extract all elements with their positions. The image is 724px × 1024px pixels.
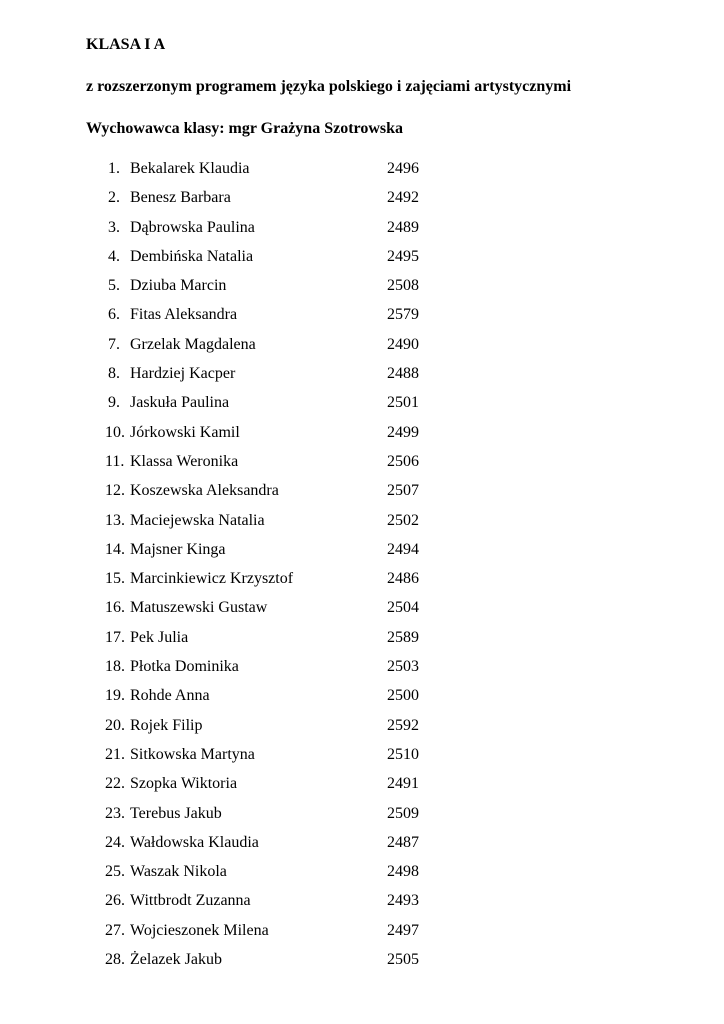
student-name: Maciejewska Natalia — [130, 511, 265, 529]
class-profile: z rozszerzonym programem języka polskiego i zajęciami artystycznymi — [86, 78, 572, 95]
student-code: 2502 — [387, 511, 419, 529]
student-name: Marcinkiewicz Krzysztof — [130, 570, 294, 588]
list-item — [0, 833, 724, 862]
list-item — [0, 540, 724, 569]
class-title: KLASA I A — [86, 36, 166, 53]
student-code: 2498 — [387, 863, 419, 881]
list-item — [0, 921, 724, 950]
student-name: Fitas Aleksandra — [130, 306, 238, 324]
student-code: 2489 — [387, 218, 419, 236]
student-code: 2493 — [387, 892, 419, 910]
student-name: Majsner Kinga — [130, 540, 226, 558]
list-item — [0, 305, 724, 334]
list-item — [0, 862, 724, 891]
list-item — [0, 511, 724, 540]
student-number: 10. — [105, 423, 125, 441]
student-code: 2508 — [387, 277, 419, 295]
student-code: 2497 — [387, 921, 419, 939]
student-name: Benesz Barbara — [130, 189, 231, 207]
student-name: Dembińska Natalia — [130, 247, 254, 265]
student-code: 2509 — [387, 804, 419, 822]
student-number: 21. — [105, 745, 125, 763]
list-item — [0, 716, 724, 745]
student-code: 2499 — [387, 423, 419, 441]
student-number: 25. — [105, 863, 125, 881]
student-number: 12. — [105, 482, 125, 500]
student-number: 15. — [105, 570, 125, 588]
student-number: 1. — [108, 160, 120, 177]
student-number: 16. — [105, 599, 125, 617]
student-number: 8. — [108, 365, 120, 383]
student-code: 2592 — [387, 716, 419, 734]
student-number: 28. — [105, 951, 125, 969]
list-item — [0, 188, 724, 217]
student-code: 2579 — [387, 306, 419, 324]
student-name: Wojcieszonek Milena — [130, 921, 269, 939]
student-number: 5. — [108, 277, 120, 295]
student-number: 13. — [105, 511, 125, 529]
list-item — [0, 423, 724, 452]
list-item — [0, 950, 724, 979]
student-number: 27. — [105, 921, 125, 939]
student-list — [0, 159, 724, 979]
student-number: 14. — [105, 540, 125, 558]
list-item — [0, 393, 724, 422]
student-name: Rohde Anna — [130, 687, 210, 705]
student-code: 2504 — [387, 599, 419, 617]
student-number: 19. — [105, 687, 125, 705]
list-item — [0, 364, 724, 393]
student-name: Wittbrodt Zuzanna — [130, 892, 251, 910]
student-code: 2507 — [387, 482, 419, 500]
student-name: Żelazek Jakub — [130, 951, 222, 969]
list-item — [0, 247, 724, 276]
student-number: 22. — [105, 775, 125, 793]
list-item — [0, 745, 724, 774]
student-name: Jórkowski Kamil — [130, 423, 240, 441]
student-code: 2501 — [387, 394, 419, 412]
student-number: 2. — [108, 189, 120, 207]
student-number: 20. — [105, 716, 125, 734]
student-name: Bekalarek Klaudia — [130, 160, 250, 177]
student-name: Waszak Nikola — [130, 863, 227, 881]
list-item — [0, 891, 724, 920]
student-code: 2486 — [387, 570, 419, 588]
student-name: Wałdowska Klaudia — [130, 833, 259, 851]
list-item — [0, 686, 724, 715]
student-number: 4. — [108, 247, 120, 265]
student-number: 26. — [105, 892, 125, 910]
student-code: 2490 — [387, 335, 419, 353]
list-item — [0, 657, 724, 686]
student-code: 2491 — [387, 775, 419, 793]
student-name: Jaskuła Paulina — [130, 394, 230, 412]
list-item — [0, 452, 724, 481]
student-number: 23. — [105, 804, 125, 822]
list-item — [0, 628, 724, 657]
student-name: Koszewska Aleksandra — [130, 482, 279, 500]
list-item — [0, 276, 724, 305]
list-item — [0, 335, 724, 364]
student-number: 3. — [108, 218, 120, 236]
list-item — [0, 218, 724, 247]
student-name: Pek Julia — [130, 628, 189, 646]
list-item — [0, 481, 724, 510]
student-number: 24. — [105, 833, 125, 851]
student-name: Dziuba Marcin — [130, 277, 227, 295]
list-item — [0, 159, 724, 188]
student-code: 2492 — [387, 189, 419, 207]
list-item — [0, 774, 724, 803]
list-item — [0, 804, 724, 833]
student-code: 2505 — [387, 951, 419, 969]
student-number: 7. — [108, 335, 120, 353]
student-code: 2488 — [387, 365, 419, 383]
student-code: 2494 — [387, 540, 419, 558]
student-code: 2506 — [387, 452, 419, 470]
student-code: 2487 — [387, 833, 419, 851]
student-name: Płotka Dominika — [130, 658, 239, 676]
student-name: Grzelak Magdalena — [130, 335, 256, 353]
student-code: 2589 — [387, 628, 419, 646]
class-tutor: Wychowawca klasy: mgr Grażyna Szotrowska — [86, 120, 404, 137]
student-name: Szopka Wiktoria — [130, 775, 238, 793]
student-code: 2503 — [387, 658, 419, 676]
student-name: Rojek Filip — [130, 716, 203, 734]
student-name: Klassa Weronika — [130, 452, 239, 470]
student-name: Terebus Jakub — [130, 804, 222, 822]
student-code: 2495 — [387, 247, 419, 265]
student-number: 17. — [105, 628, 125, 646]
student-number: 6. — [108, 306, 120, 324]
list-item — [0, 569, 724, 598]
student-number: 18. — [105, 658, 125, 676]
student-code: 2510 — [387, 745, 419, 763]
list-item — [0, 598, 724, 627]
student-code: 2496 — [387, 160, 419, 177]
student-name: Matuszewski Gustaw — [130, 599, 268, 617]
student-number: 9. — [108, 394, 120, 412]
student-number: 11. — [105, 452, 125, 470]
student-name: Hardziej Kacper — [130, 365, 236, 383]
student-code: 2500 — [387, 687, 419, 705]
student-name: Dąbrowska Paulina — [130, 218, 255, 236]
student-name: Sitkowska Martyna — [130, 745, 255, 763]
